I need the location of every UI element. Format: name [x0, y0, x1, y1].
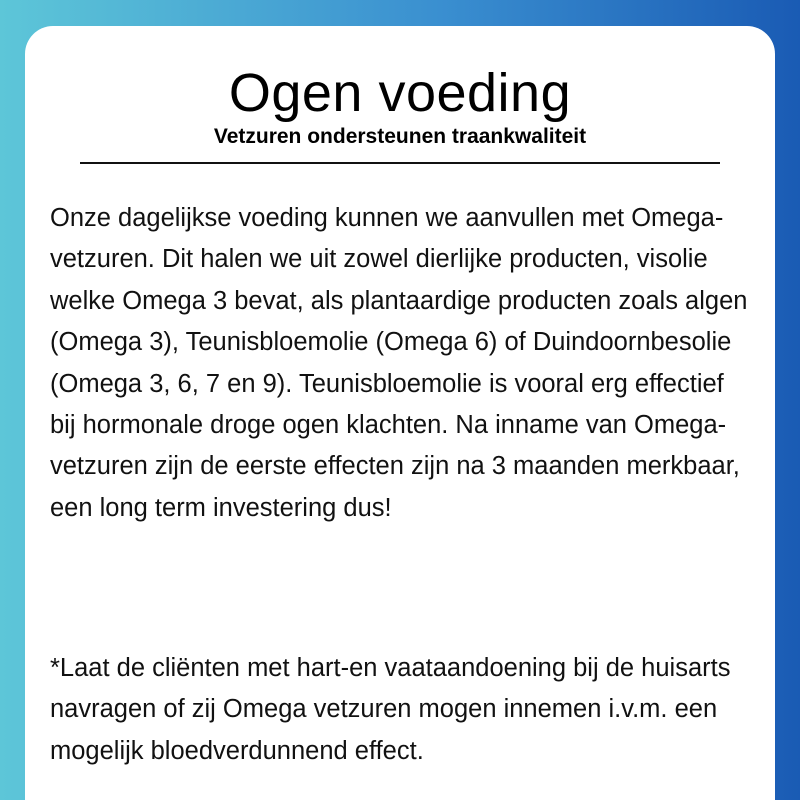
body-paragraph: Onze dagelijkse voeding kunnen we aanvullen met Omega-vetzuren. Dit halen we uit zowel dierlijke producten, visolie welke Omega 3 bevat, als plantaardige producten zoals algen (Omega 3), Teunisbloemolie (Omega 6) of Duindoornbesolie (Omega 3, 6, 7 en 9). Teunisbloemolie is vooral erg effectief bij hormonale droge ogen klachten. Na inname van Omega-vetzuren zijn de eerste effecten zijn na 3 maanden merkbaar, een long term investering dus!	[50, 204, 748, 522]
page-title: Ogen voeding	[228, 63, 572, 123]
note-paragraph: *Laat de cliënten met hart-en vaataandoening bij de huisarts navragen of zij Omega vetzuren mogen innemen i.v.m. een mogelijk bloedverdunnend effect.	[50, 654, 731, 765]
page-subtitle: Vetzuren ondersteunen traankwaliteit	[213, 125, 587, 148]
divider	[80, 162, 720, 164]
content-card	[25, 26, 775, 800]
